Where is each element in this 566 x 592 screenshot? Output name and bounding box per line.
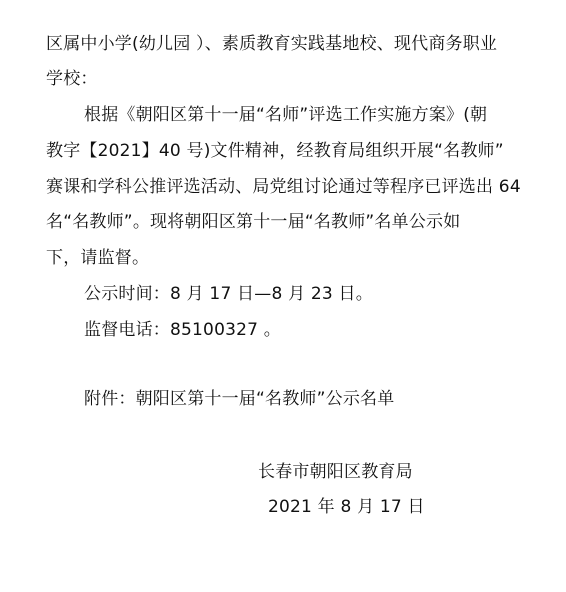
issue-date: 2021 年 8 月 17 日 [268,497,425,517]
body-line-3: 赛课和学科公推评选活动、局党组讨论通过等程序已评选出 64 [46,177,521,197]
body-line-2: 教字【2021】40 号)文件精神，经教育局组织开展“名教师” [46,141,504,161]
body-line-1: 根据《朝阳区第十一届“名师”评选工作实施方案》(朝 [84,105,488,125]
supervision-hotline: 监督电话：85100327 。 [84,320,281,340]
addressee-line-1: 区属中小学(幼儿园 ）、素质教育实践基地校、现代商务职业 [46,34,498,54]
body-line-5: 下，请监督。 [46,248,150,268]
attachment-note: 附件：朝阳区第十一届“名教师”公示名单 [84,389,395,409]
addressee-line-2: 学校： [46,69,98,89]
publicity-period: 公示时间：8 月 17 日—8 月 23 日。 [84,284,373,304]
body-line-4: 名“名教师”。现将朝阳区第十一届“名教师”名单公示如 [46,212,461,232]
issuer-name: 长春市朝阳区教育局 [258,462,413,482]
